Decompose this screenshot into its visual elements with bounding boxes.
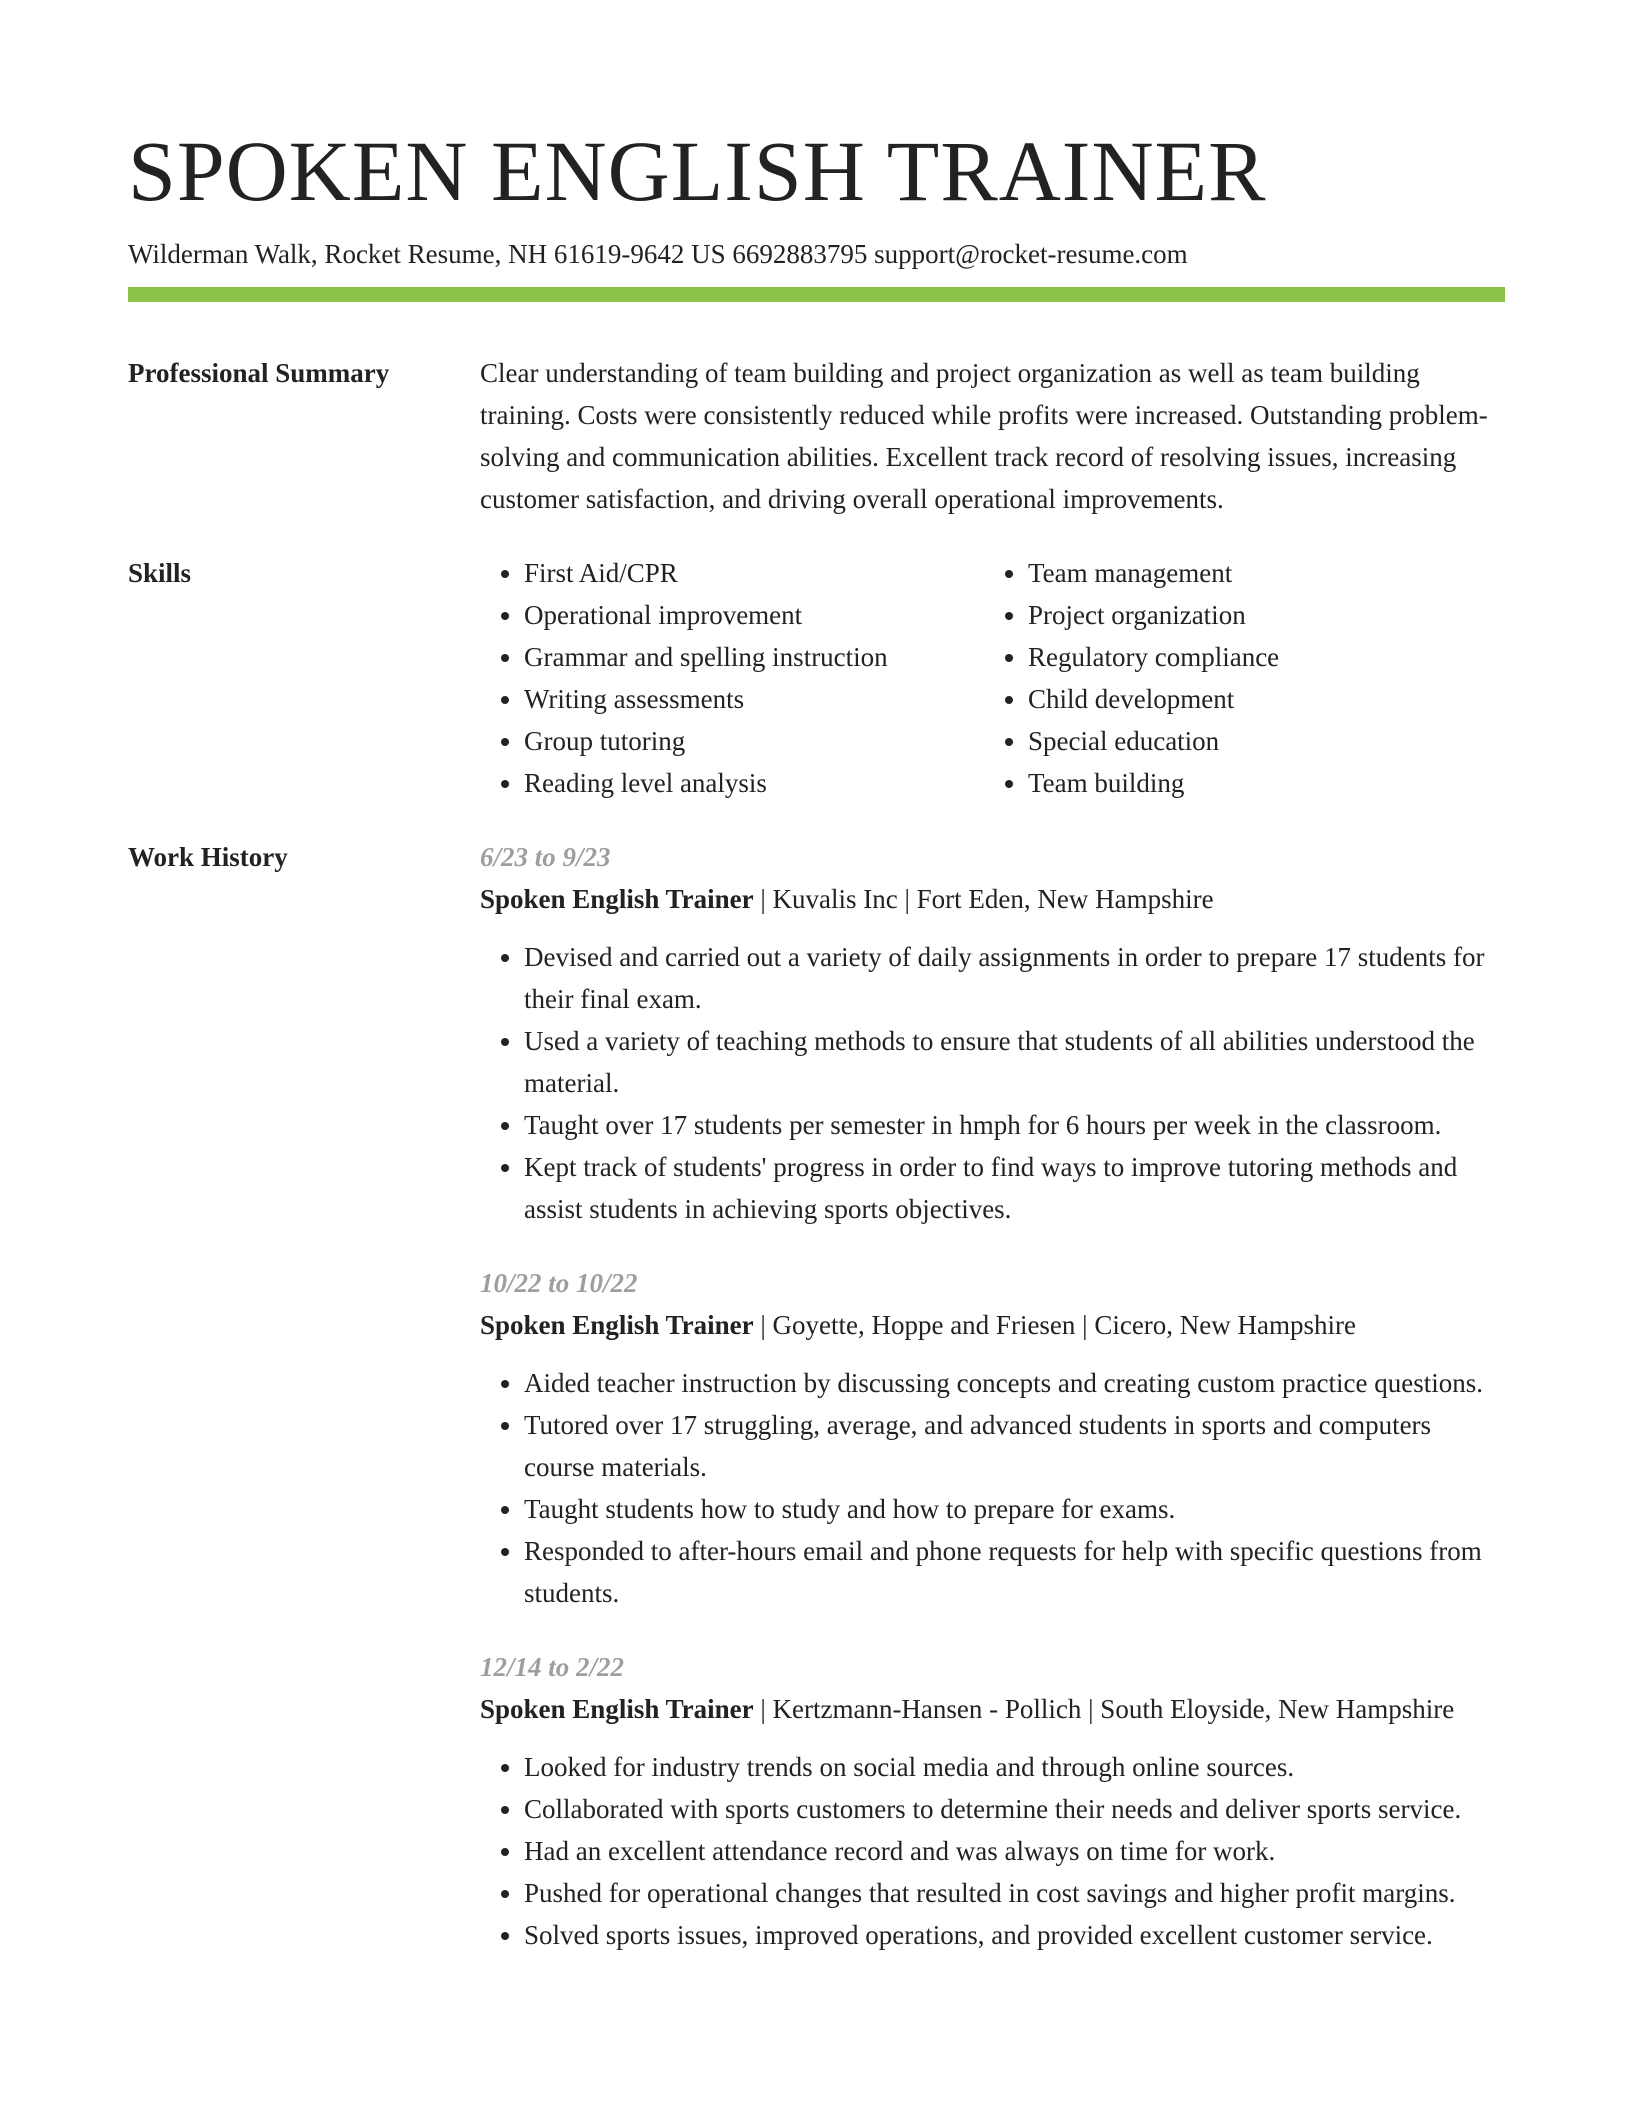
job-title: Spoken English Trainer — [480, 1694, 754, 1724]
resume-page — [128, 0, 1505, 1988]
skills-list-left — [480, 552, 984, 804]
job-bullet: • Had an excellent attendance record and was always on time for work. — [524, 1830, 1505, 1872]
section-label-skills: Skills — [128, 558, 192, 588]
job-bullet: • Collaborated with sports customers to determine their needs and deliver sports service. — [524, 1788, 1505, 1830]
job-bullets — [480, 1362, 1505, 1614]
skill-item: • Regulatory compliance — [1028, 636, 1488, 678]
job-bullet: • Tutored over 17 struggling, average, and advanced students in sports and computers course materials. — [524, 1404, 1505, 1488]
job-bullet: • Solved sports issues, improved operations, and provided excellent customer service. — [524, 1914, 1505, 1956]
professional-summary-section — [128, 352, 1505, 520]
skill-item: • Writing assessments — [524, 678, 984, 720]
job-bullet: • Taught over 17 students per semester in hmph for 6 hours per week in the classroom. — [524, 1104, 1505, 1146]
section-label-summary: Professional Summary — [128, 358, 390, 388]
job-title-line — [480, 878, 1505, 920]
skill-item: • Special education — [1028, 720, 1488, 762]
job-bullets — [480, 936, 1505, 1230]
resume-name-heading: SPOKEN ENGLISH TRAINER — [128, 123, 1267, 219]
job-bullet: • Responded to after-hours email and phone requests for help with specific questions from students. — [524, 1530, 1505, 1614]
contact-info: Wilderman Walk, Rocket Resume, NH 61619-9642 US 6692883795 support@rocket-resume.com — [128, 239, 1188, 269]
skill-item: • Team building — [1028, 762, 1488, 804]
job-bullet: • Taught students how to study and how to prepare for exams. — [524, 1488, 1505, 1530]
skill-item: • Grammar and spelling instruction — [524, 636, 984, 678]
job-company-location: | Goyette, Hoppe and Friesen | Cicero, New Hampshire — [753, 1310, 1356, 1340]
job-bullet: • Looked for industry trends on social media and through online sources. — [524, 1746, 1505, 1788]
job-dates: 6/23 to 9/23 — [480, 842, 611, 872]
skill-item: • Child development — [1028, 678, 1488, 720]
section-label-work-history: Work History — [128, 842, 288, 872]
job-title: Spoken English Trainer — [480, 1310, 754, 1340]
skill-item: • Group tutoring — [524, 720, 984, 762]
job-entry — [480, 1646, 1505, 1956]
accent-divider — [128, 287, 1505, 302]
job-company-location: | Kertzmann-Hansen - Pollich | South Eloyside, New Hampshire — [753, 1694, 1455, 1724]
skill-item: • Reading level analysis — [524, 762, 984, 804]
job-bullet: • Pushed for operational changes that resulted in cost savings and higher profit margins. — [524, 1872, 1505, 1914]
job-entry — [480, 836, 1505, 1230]
job-bullet: • Used a variety of teaching methods to ensure that students of all abilities understood the material. — [524, 1020, 1505, 1104]
job-title-line — [480, 1304, 1505, 1346]
job-bullet: • Aided teacher instruction by discussing concepts and creating custom practice questions. — [524, 1362, 1505, 1404]
job-bullet: • Devised and carried out a variety of daily assignments in order to prepare 17 students for their final exam. — [524, 936, 1505, 1020]
skill-item: • First Aid/CPR — [524, 552, 984, 594]
job-title-line — [480, 1688, 1505, 1730]
job-title: Spoken English Trainer — [480, 884, 754, 914]
skills-section — [128, 552, 1505, 804]
skill-item: • Operational improvement — [524, 594, 984, 636]
skills-column-right — [984, 552, 1488, 804]
job-company-location: | Kuvalis Inc | Fort Eden, New Hampshire — [753, 884, 1214, 914]
jobs-list — [480, 836, 1505, 1988]
skills-list-right — [984, 552, 1488, 804]
job-bullet: • Kept track of students' progress in order to find ways to improve tutoring methods and assist students in achieving sports objectives. — [524, 1146, 1505, 1230]
work-history-section — [128, 836, 1505, 1988]
job-dates: 10/22 to 10/22 — [480, 1268, 638, 1298]
skills-column-left — [480, 552, 984, 804]
summary-text: Clear understanding of team building and project organization as well as team building training. Costs were consistently reduced while profits were increased. Outstanding problem-solving and communication abilities. Excellent track record of resolving issues, increasing customer satisfaction, and driving overall operational improvements. — [480, 358, 1488, 514]
skill-item: • Team management — [1028, 552, 1488, 594]
skill-item: • Project organization — [1028, 594, 1488, 636]
job-dates: 12/14 to 2/22 — [480, 1652, 625, 1682]
job-bullets — [480, 1746, 1505, 1956]
job-entry — [480, 1262, 1505, 1614]
